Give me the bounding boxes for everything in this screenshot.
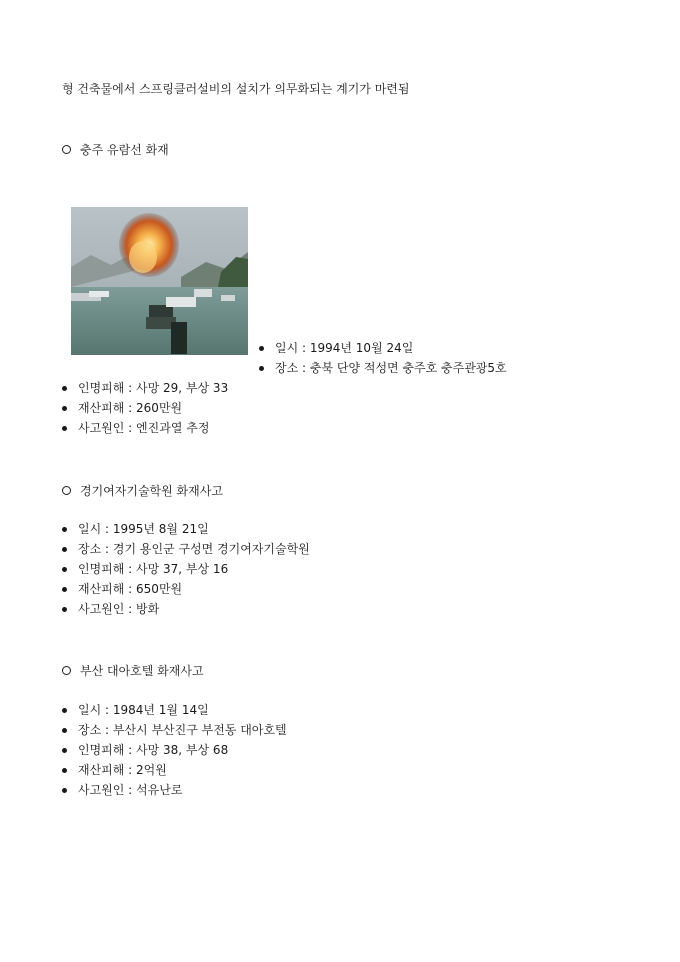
- section-title: 경기여자기술학원 화재사고: [80, 484, 223, 498]
- list-item: 재산피해 : 260만원: [62, 398, 228, 418]
- hollow-circle-icon: [62, 666, 71, 675]
- academy-fire-list: [62, 519, 310, 619]
- list-item: 장소 : 부산시 부산진구 부전동 대아호텔: [62, 720, 287, 740]
- list-item: 장소 : 충북 단양 적성면 충주호 충주관광5호: [259, 358, 507, 378]
- list-item: 인명피해 : 사망 37, 부상 16: [62, 559, 310, 579]
- section-title: 부산 대아호텔 화재사고: [80, 664, 204, 678]
- intro-text: 형 건축물에서 스프링클러설비의 설치가 의무화되는 계기가 마련됨: [62, 82, 410, 96]
- list-item: 사고원인 : 방화: [62, 599, 310, 619]
- list-item: 일시 : 1995년 8월 21일: [62, 519, 310, 539]
- hollow-circle-icon: [62, 145, 71, 154]
- ferry-fire-list: [62, 378, 228, 438]
- list-item: 장소 : 경기 용인군 구성면 경기여자기술학원: [62, 539, 310, 559]
- section-heading-academy-fire: [62, 482, 223, 499]
- list-item: 일시 : 1994년 10월 24일: [259, 338, 507, 358]
- list-item: 재산피해 : 650만원: [62, 579, 310, 599]
- list-item: 재산피해 : 2억원: [62, 760, 287, 780]
- section-title: 충주 유람선 화재: [80, 143, 169, 157]
- hotel-fire-list: [62, 700, 287, 800]
- list-item: 사고원인 : 석유난로: [62, 780, 287, 800]
- ferry-fire-side-list: [259, 338, 507, 378]
- list-item: 인명피해 : 사망 38, 부상 68: [62, 740, 287, 760]
- section-heading-hotel-fire: [62, 662, 204, 679]
- section-heading-ferry-fire: [62, 141, 169, 158]
- ferry-fire-photo: [71, 207, 248, 355]
- hollow-circle-icon: [62, 486, 71, 495]
- list-item: 일시 : 1984년 1월 14일: [62, 700, 287, 720]
- list-item: 사고원인 : 엔진과열 추정: [62, 418, 228, 438]
- list-item: 인명피해 : 사망 29, 부상 33: [62, 378, 228, 398]
